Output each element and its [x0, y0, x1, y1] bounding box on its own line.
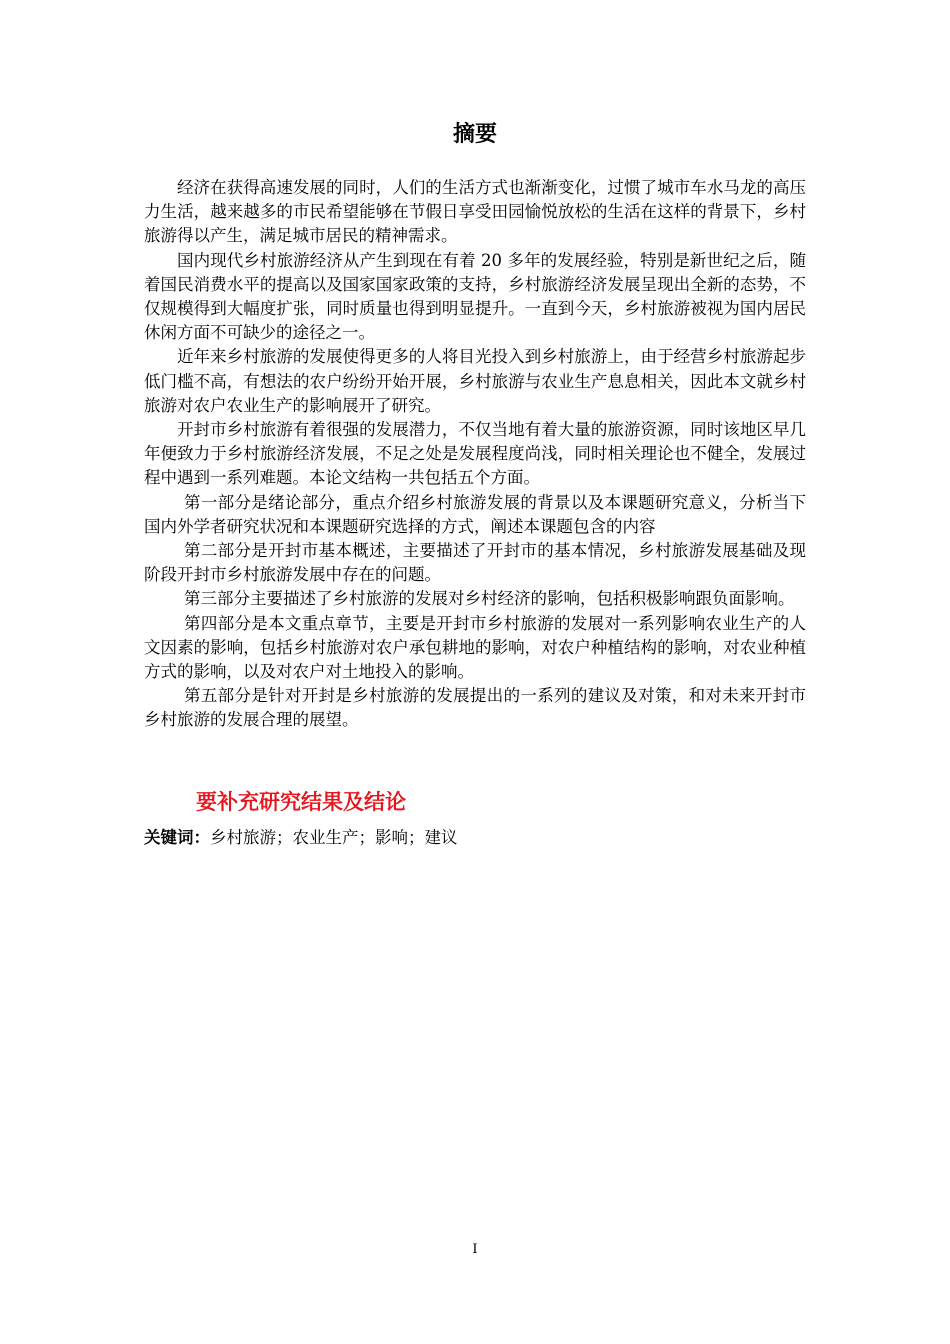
keywords-label: 关键词： — [144, 828, 210, 847]
abstract-paragraph-part-5: 第五部分是针对开封是乡村旅游的发展提出的一系列的建议及对策，和对未来开封市乡村旅游的发展合理的展望。 — [144, 686, 806, 730]
abstract-paragraph-part-4: 第四部分是本文重点章节，主要是开封市乡村旅游的发展对一系列影响农业生产的人文因素的影响，包括乡村旅游对农户承包耕地的影响，对农户种植结构的影响，对农业种植方式的影响，以及对农户对土地投入的影响。 — [144, 613, 806, 682]
keywords-value: 乡村旅游；农业生产；影响；建议 — [210, 828, 458, 847]
abstract-title: 摘要 — [452, 122, 497, 147]
abstract-paragraph-1: 经济在获得高速发展的同时，人们的生活方式也渐渐变化，过惯了城市车水马龙的高压力生活，越来越多的市民希望能够在节假日享受田园愉悦放松的生活在这样的背景下，乡村旅游得以产生，满足城市居民的精神需求。 — [144, 178, 806, 246]
revision-notice: 要补充研究结果及结论 — [196, 790, 406, 814]
abstract-paragraph-3: 近年来乡村旅游的发展使得更多的人将目光投入到乡村旅游上，由于经营乡村旅游起步低门槛不高，有想法的农户纷纷开始开展，乡村旅游与农业生产息息相关，因此本文就乡村旅游对农户农业生产的影响展开了研究。 — [144, 347, 806, 415]
keywords-line — [144, 826, 458, 850]
abstract-paragraph-4: 开封市乡村旅游有着很强的发展潜力，不仅当地有着大量的旅游资源，同时该地区早几年便致力于乡村旅游经济发展，不足之处是发展程度尚浅，同时相关理论也不健全，发展过程中遇到一系列难题。本论文结构一共包括五个方面。 — [144, 420, 806, 488]
abstract-paragraph-part-1: 第一部分是绪论部分，重点介绍乡村旅游发展的背景以及本课题研究意义，分析当下国内外学者研究状况和本课题研究选择的方式，阐述本课题包含的内容 — [144, 492, 806, 536]
page-number: I — [472, 1242, 478, 1257]
abstract-body — [144, 176, 806, 733]
abstract-paragraph-part-2: 第二部分是开封市基本概述，主要描述了开封市的基本情况，乡村旅游发展基础及现阶段开封市乡村旅游发展中存在的问题。 — [144, 541, 806, 585]
abstract-paragraph-part-3: 第三部分主要描述了乡村旅游的发展对乡村经济的影响，包括积极影响跟负面影响。 — [184, 589, 795, 609]
abstract-paragraph-2: 国内现代乡村旅游经济从产生到现在有着 20 多年的发展经验，特别是新世纪之后，随着国民消费水平的提高以及国家国家政策的支持，乡村旅游经济发展呈现出全新的态势，不仅规模得到大幅度扩张，同时质量也得到明显提升。一直到今天，乡村旅游被视为国内居民休闲方面不可缺少的途径之一。 — [144, 250, 806, 343]
